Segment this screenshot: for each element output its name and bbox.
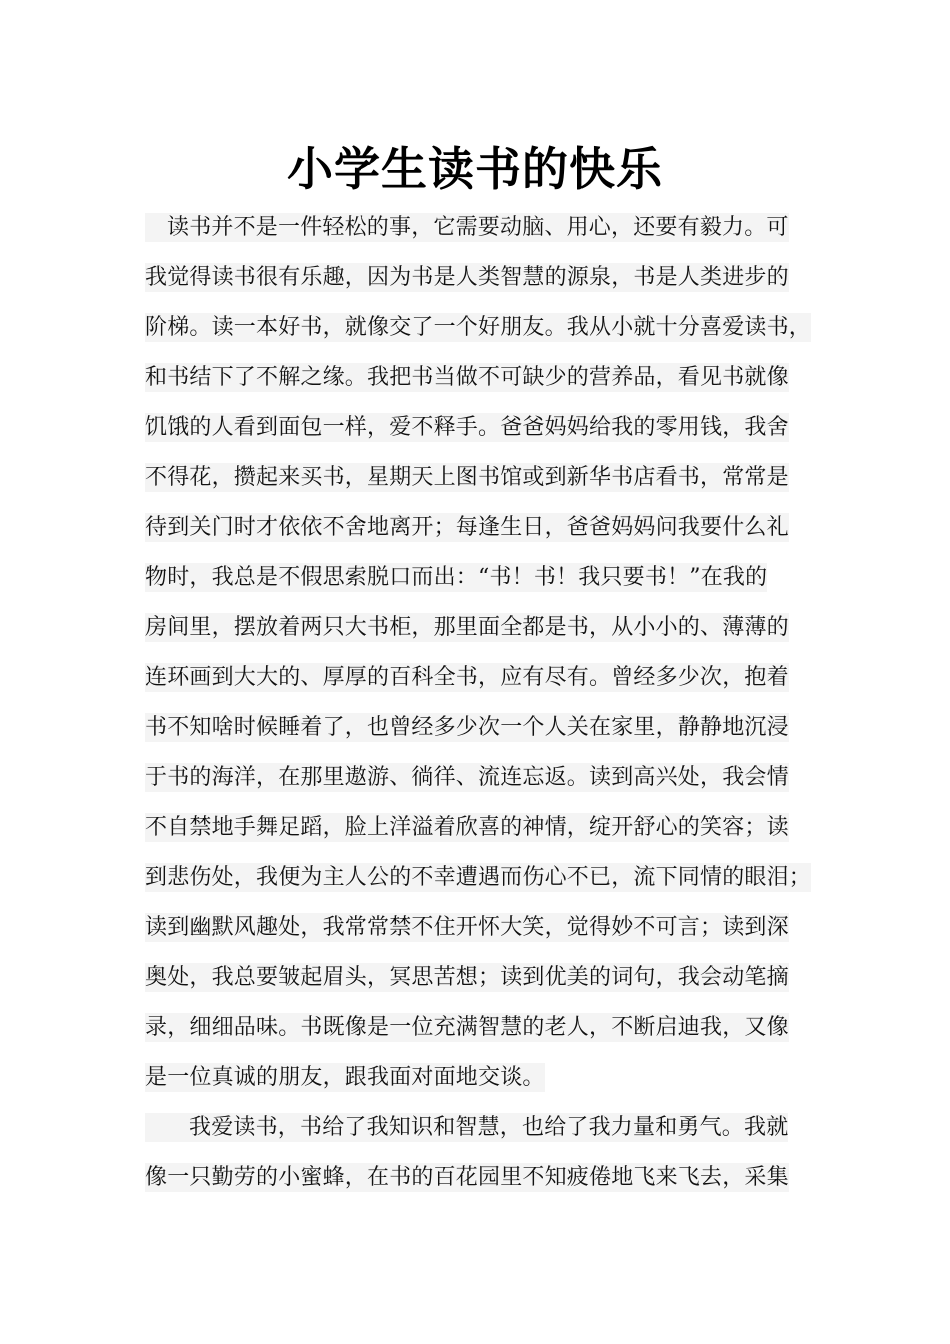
- line-text: 奥处，我总要皱起眉头，冥思苦想；读到优美的词句，我会动笔摘: [145, 965, 789, 990]
- line-text: 待到关门时才依依不舍地离开；每逢生日，爸爸妈妈问我要什么礼: [145, 515, 789, 540]
- text-line: [145, 753, 835, 803]
- line-text: 到悲伤处，我便为主人公的不幸遭遇而伤心不已，流下同情的眼泪；: [145, 865, 812, 890]
- text-line: [145, 603, 835, 653]
- text-line: [145, 253, 835, 303]
- line-text: 不自禁地手舞足蹈，脸上洋溢着欣喜的神情，绽开舒心的笑容；读: [145, 815, 789, 840]
- text-line: [145, 1153, 835, 1203]
- document-title: 小学生读书的快乐: [287, 142, 663, 196]
- line-text: 录，细细品味。书既像是一位充满智慧的老人，不断启迪我，又像: [145, 1015, 789, 1040]
- text-line: [145, 703, 835, 753]
- text-line: [145, 403, 835, 453]
- text-line: [145, 803, 835, 853]
- text-line: [145, 353, 835, 403]
- line-text: 不得花，攒起来买书，星期天上图书馆或到新华书店看书，常常是: [145, 465, 789, 490]
- text-line: [145, 653, 835, 703]
- line-text: 我觉得读书很有乐趣，因为书是人类智慧的源泉，书是人类进步的: [145, 265, 789, 290]
- text-line: [145, 1053, 835, 1103]
- line-text: 是一位真诚的朋友，跟我面对面地交谈。: [145, 1065, 545, 1090]
- text-line: [145, 1003, 835, 1053]
- line-text: 饥饿的人看到面包一样，爱不释手。爸爸妈妈给我的零用钱，我舍: [145, 415, 789, 440]
- text-line: [145, 203, 835, 253]
- line-text: 我爱读书，书给了我知识和智慧，也给了我力量和勇气。我就: [189, 1115, 789, 1140]
- text-line: [145, 303, 835, 353]
- line-text: 连环画到大大的、厚厚的百科全书，应有尽有。曾经多少次，抱着: [145, 665, 789, 690]
- line-text: 和书结下了不解之缘。我把书当做不可缺少的营养品，看见书就像: [145, 365, 789, 390]
- line-text: 像一只勤劳的小蜜蜂，在书的百花园里不知疲倦地飞来飞去，采集: [145, 1165, 789, 1190]
- text-line: [145, 553, 835, 603]
- line-text: 读到幽默风趣处，我常常禁不住开怀大笑，觉得妙不可言；读到深: [145, 915, 789, 940]
- line-text: 读书并不是一件轻松的事，它需要动脑、用心，还要有毅力。可: [167, 215, 789, 240]
- line-text: 书不知啥时候睡着了，也曾经多少次一个人关在家里，静静地沉浸: [145, 715, 789, 740]
- text-line: [145, 453, 835, 503]
- text-line: [145, 853, 835, 903]
- text-line: [145, 953, 835, 1003]
- document-body: [145, 203, 835, 1203]
- line-text: 房间里，摆放着两只大书柜，那里面全都是书，从小小的、薄薄的: [145, 615, 789, 640]
- text-line: [145, 1103, 835, 1153]
- line-text: 阶梯。读一本好书，就像交了一个好朋友。我从小就十分喜爱读书，: [145, 315, 812, 340]
- text-line: [145, 903, 835, 953]
- line-text: 于书的海洋，在那里遨游、徜徉、流连忘返。读到高兴处，我会情: [145, 765, 789, 790]
- text-line: [145, 503, 835, 553]
- line-text: 物时，我总是不假思索脱口而出：“书！书！我只要书！”在我的: [145, 565, 768, 590]
